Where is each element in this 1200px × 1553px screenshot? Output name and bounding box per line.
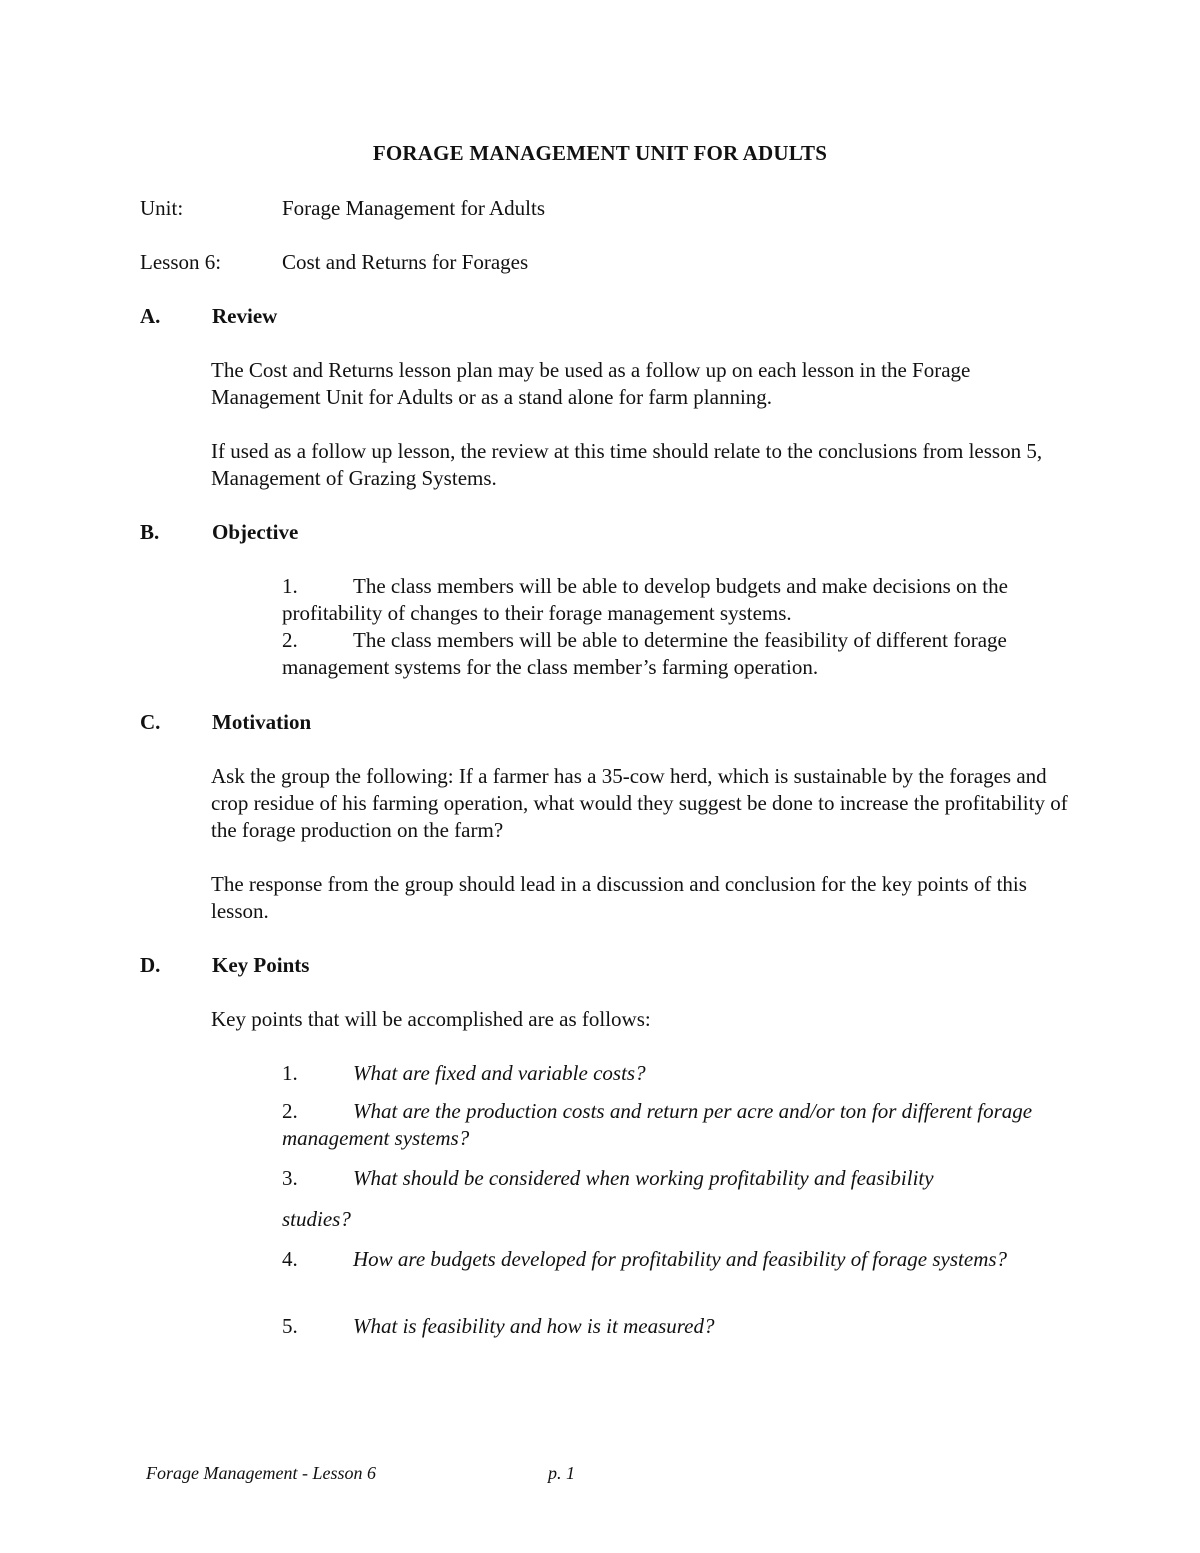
item-text: What are the production costs and return per acre and/or ton for different forage management systems? [282,1099,1033,1150]
objective-item [282,627,1072,681]
section-letter: D. [140,953,161,977]
section-title: Motivation [212,710,312,734]
item-text: studies? [282,1207,351,1231]
item-number: 5. [282,1314,298,1338]
item-number: 1. [282,1061,298,1085]
section-title: Review [212,304,278,328]
item-number: 1. [282,574,298,598]
key-point-item [282,1098,1072,1152]
item-number: 2. [282,628,298,652]
section-letter: C. [140,710,161,734]
item-number: 4. [282,1247,298,1271]
section-d-heading [140,952,309,979]
item-text: What are fixed and variable costs? [353,1061,646,1085]
unit-row [140,195,545,222]
key-point-item [282,1165,1072,1192]
key-point-item [282,1060,1072,1087]
objective-item [282,573,1072,627]
document-title: FORAGE MANAGEMENT UNIT FOR ADULTS [372,141,828,165]
item-text: How are budgets developed for profitability and feasibility of forage systems? [353,1247,1008,1271]
lesson-value: Cost and Returns for Forages [282,250,529,274]
section-letter: B. [140,520,160,544]
section-title: Key Points [212,953,310,977]
item-text: The class members will be able to determine the feasibility of different forage management systems for the class member’s farming operation. [282,628,1007,679]
section-b-heading [140,519,298,546]
item-text: What is feasibility and how is it measured? [353,1314,715,1338]
review-paragraph-1: The Cost and Returns lesson plan may be used as a follow up on each lesson in the Forage Management Unit for Adults or as a stand alone for farm planning. [211,358,971,409]
section-title: Objective [212,520,299,544]
key-point-item [282,1246,1072,1273]
section-letter: A. [140,304,161,328]
footer-page-number: p. 1 [548,1463,575,1483]
motivation-paragraph-2: The response from the group should lead in a discussion and conclusion for the key points of this lesson. [211,872,1027,923]
section-c-heading [140,709,311,736]
unit-label: Unit: [140,196,184,220]
item-number: 2. [282,1099,298,1123]
item-number: 3. [282,1166,298,1190]
key-point-item [282,1313,1072,1340]
unit-value: Forage Management for Adults [282,196,546,220]
review-paragraph-2: If used as a follow up lesson, the review at this time should relate to the conclusions from lesson 5, Management of Grazing Systems. [211,439,1043,490]
lesson-label: Lesson 6: [140,250,222,274]
key-point-continuation [282,1206,1072,1233]
footer-title: Forage Management - Lesson 6 [146,1463,376,1483]
section-a-heading [140,303,277,330]
item-text: What should be considered when working profitability and feasibility [353,1166,934,1190]
item-text: The class members will be able to develop budgets and make decisions on the profitability of changes to their forage management systems. [282,574,1008,625]
motivation-paragraph-1: Ask the group the following: If a farmer has a 35-cow herd, which is sustainable by the forages and crop residue of his farming operation, what would they suggest be done to increase the profitability of the forage production on the farm? [211,764,1068,842]
key-points-intro: Key points that will be accomplished are as follows: [211,1007,651,1031]
lesson-row [140,249,528,276]
